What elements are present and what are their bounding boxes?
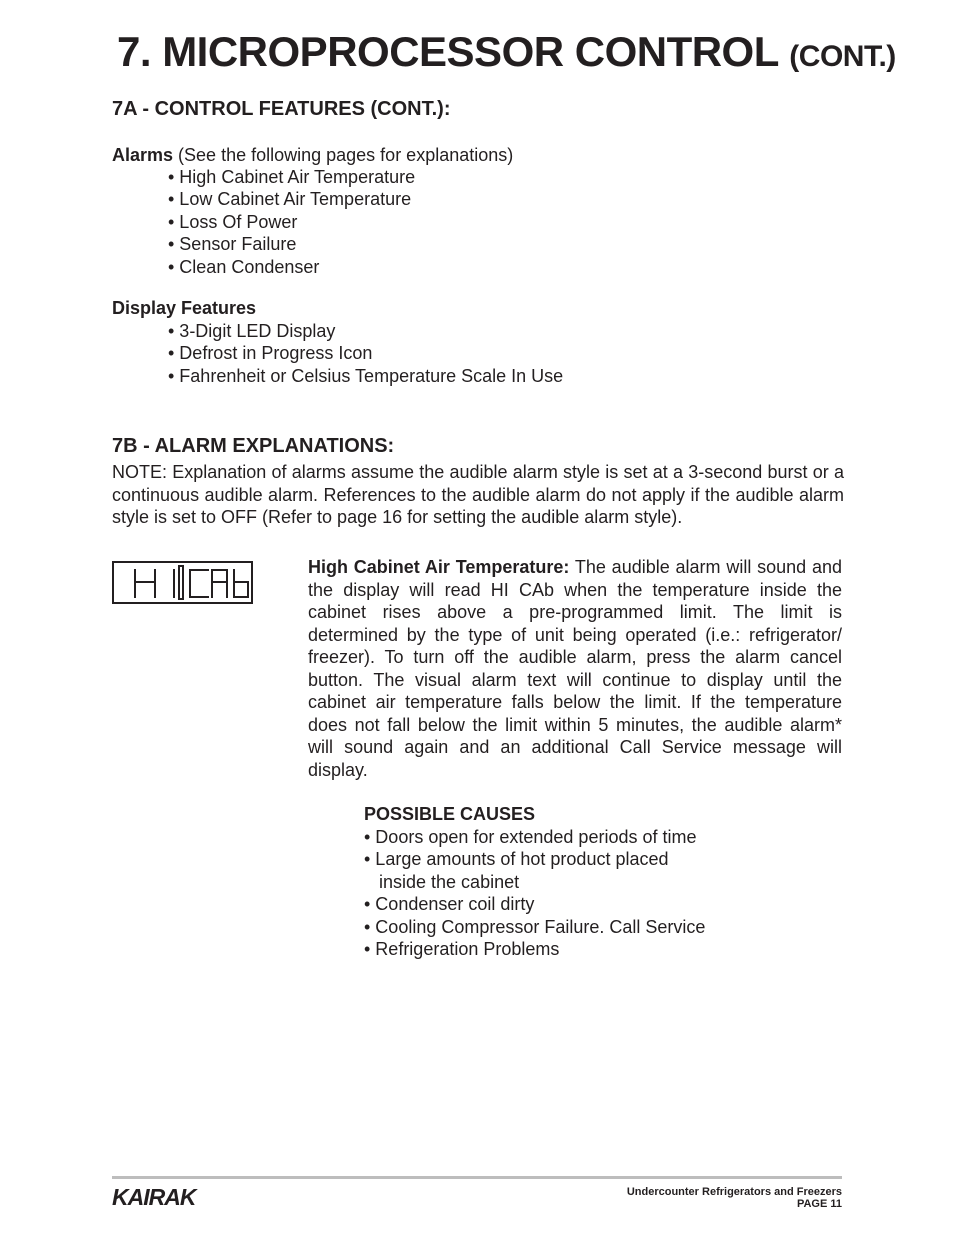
page-title-main: 7. MICROPROCESSOR CONTROL bbox=[117, 28, 779, 75]
list-item: • High Cabinet Air Temperature bbox=[168, 167, 416, 187]
footer-page-number: PAGE 11 bbox=[796, 1198, 842, 1210]
list-item: • Sensor Failure bbox=[168, 234, 297, 255]
list-item: • Loss Of Power bbox=[168, 211, 298, 232]
alarms-note: (See the following pages for explanations) bbox=[178, 145, 514, 165]
list-item: • Refrigeration Problems bbox=[364, 939, 560, 960]
possible-causes-heading: POSSIBLE CAUSES bbox=[364, 804, 536, 824]
high-cabinet-air-temp-description bbox=[308, 556, 842, 781]
list-item: • Low Cabinet Air Temperature bbox=[168, 189, 412, 210]
footer-divider bbox=[112, 1176, 842, 1179]
list-item: inside the cabinet bbox=[364, 871, 520, 892]
possible-causes-list bbox=[364, 826, 705, 960]
page-title-suffix: (CONT.) bbox=[789, 40, 896, 73]
lcd-display-illustration bbox=[112, 561, 253, 604]
alarm-text: The audible alarm will sound and the display will read HI CAb when the temperature inside the cabinet rises above a pre-programmed limit. The limit is determined by the type of unit being operated (i.e.: refrigerator/ freezer). To turn off the audible alarm, press the alarm cancel button. The visual alarm text will continue to display until the cabinet air temperature falls below the limit. If the temperature does not fall below the limit within 5 minutes, the audible alarm* will sound again and an additional Call Service message will display. bbox=[308, 557, 842, 780]
alarms-list bbox=[168, 166, 415, 278]
alarm-title: High Cabinet Air Temperature: bbox=[308, 557, 570, 577]
kairak-logo: KAIRAK bbox=[112, 1184, 196, 1210]
list-item: • 3-Digit LED Display bbox=[168, 321, 336, 341]
section-a-heading: 7A - CONTROL FEATURES (CONT.): bbox=[112, 98, 451, 120]
page-title bbox=[117, 28, 896, 81]
list-item: • Clean Condenser bbox=[168, 256, 320, 277]
list-item: • Condenser coil dirty bbox=[364, 894, 535, 915]
alarms-intro bbox=[112, 144, 513, 167]
alarm-style-note: NOTE: Explanation of alarms assume the audible alarm style is set at a 3-second burst or a continuous audible alarm. References to the audible alarm do not apply if the audible alarm style is set to OFF (Refer to page 16 for setting the audible alarm style). bbox=[112, 462, 844, 527]
list-item: • Fahrenheit or Celsius Temperature Scale In Use bbox=[168, 365, 564, 386]
list-item: • Cooling Compressor Failure. Call Service bbox=[364, 916, 706, 937]
section-b-heading: 7B - ALARM EXPLANATIONS: bbox=[112, 435, 395, 457]
footer-doc-title: Undercounter Refrigerators and Freezers bbox=[626, 1186, 842, 1198]
list-item: • Doors open for extended periods of time bbox=[364, 827, 697, 847]
list-item: • Large amounts of hot product placed bbox=[364, 849, 669, 870]
list-item: • Defrost in Progress Icon bbox=[168, 343, 373, 364]
display-features-list bbox=[168, 320, 563, 387]
display-features-label: Display Features bbox=[112, 298, 257, 318]
alarms-label: Alarms bbox=[112, 145, 174, 165]
